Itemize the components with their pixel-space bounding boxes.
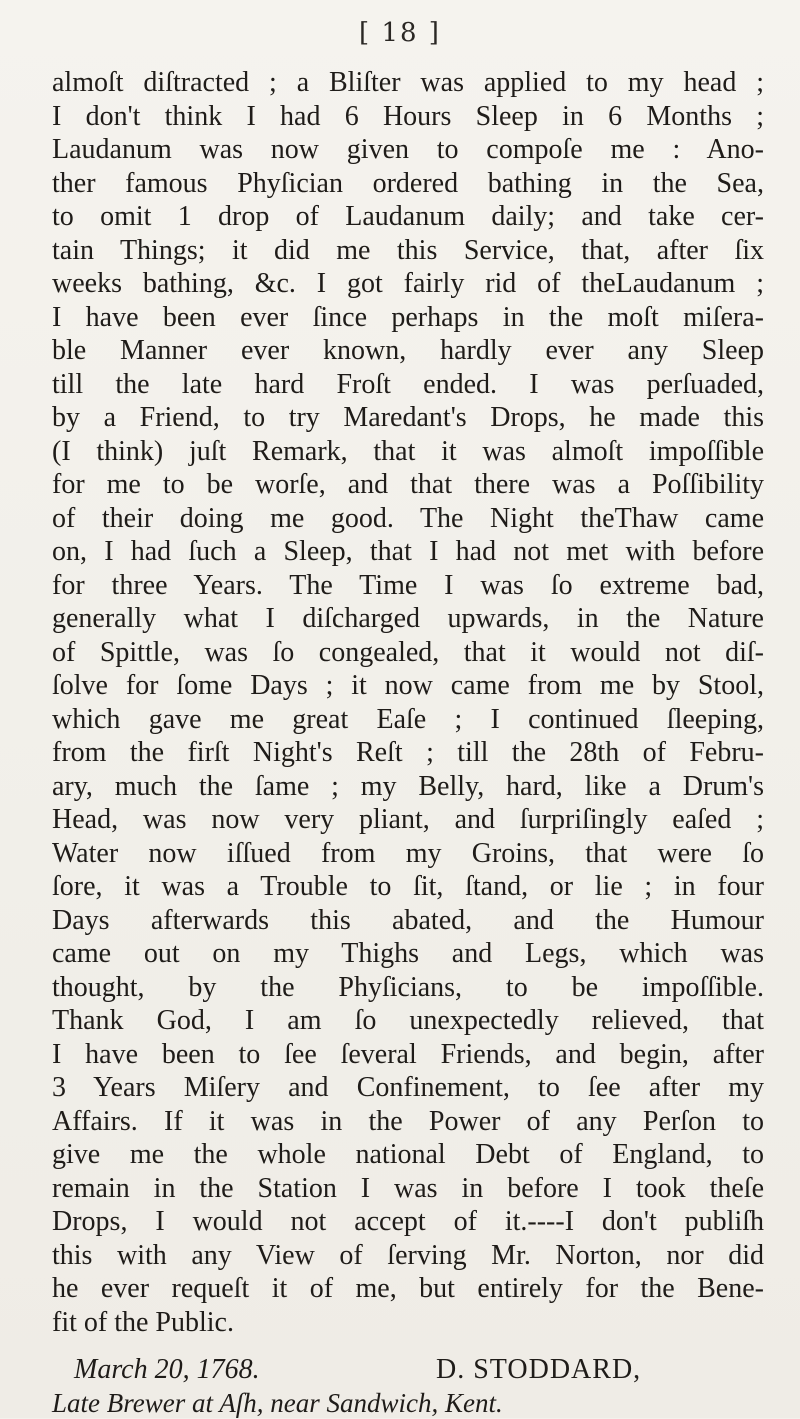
text-line: came out on my Thighs and Legs, which was: [52, 938, 764, 969]
text-line: ble Manner ever known, hardly ever any Sleep: [52, 335, 764, 366]
body-text: [52, 66, 764, 1339]
signature-row: [52, 1354, 764, 1388]
text-line: remain in the Station I was in before I took theſe: [52, 1172, 764, 1204]
text-line: Laudanum was now given to compoſe me : Ano-: [52, 134, 764, 165]
text-line: weeks bathing, &c. I got fairly rid of theLaudanum ;: [52, 268, 764, 299]
text-line: Thank God, I am ſo unexpectedly relieved, that: [52, 1005, 764, 1036]
text-line: Head, was now very pliant, and ſurpriſingly eaſed ;: [52, 804, 764, 835]
text-line: till the late hard Froſt ended. I was perſuaded,: [52, 368, 764, 400]
text-line: I have been to ſee ſeveral Friends, and begin, after: [52, 1038, 764, 1070]
text-line: Water now iſſued from my Groins, that were ſo: [52, 837, 764, 869]
text-line: from the firſt Night's Reſt ; till the 28th of Febru-: [52, 737, 764, 768]
signature-date: March 20, 1768.: [74, 1354, 260, 1385]
signature-name: D. STODDARD,: [436, 1354, 642, 1385]
text-line: ary, much the ſame ; my Belly, hard, like a Drum's: [52, 770, 764, 802]
text-line: give me the whole national Debt of England, to: [52, 1139, 764, 1170]
text-line: 3 Years Miſery and Confinement, to ſee after my: [52, 1072, 764, 1103]
text-line: Drops, I would not accept of it.----I don't publiſh: [52, 1206, 764, 1237]
text-line: fit of the Public.: [52, 1306, 234, 1338]
text-line: thought, by the Phyſicians, to be impoſſible.: [52, 971, 764, 1003]
text-line: generally what I diſcharged upwards, in the Nature: [52, 603, 764, 634]
text-line: which gave me great Eaſe ; I continued ſleeping,: [52, 703, 764, 735]
text-line: he ever requeſt it of me, but entirely for the Bene-: [52, 1273, 764, 1304]
text-line: Affairs. If it was in the Power of any Perſon to: [52, 1105, 764, 1137]
text-line: for me to be worſe, and that there was a Poſſibility: [52, 469, 764, 500]
text-line: ther famous Phyſician ordered bathing in the Sea,: [52, 167, 764, 199]
page-number: [ 18 ]: [359, 18, 441, 48]
text-line: (I think) juſt Remark, that it was almoſt impoſſible: [52, 435, 764, 467]
text-line: I have been ever ſince perhaps in the moſt miſera-: [52, 301, 764, 333]
text-line: of their doing me good. The Night theThaw came: [52, 502, 764, 534]
text-line: ſore, it was a Trouble to ſit, ſtand, or lie ; in four: [52, 871, 764, 902]
text-line: Days afterwards this abated, and the Humour: [52, 904, 764, 936]
text-line: this with any View of ſerving Mr. Norton, nor did: [52, 1239, 764, 1271]
signature-place: Late Brewer at Aſh, near Sandwich, Kent.: [52, 1388, 503, 1418]
text-line: I don't think I had 6 Hours Sleep in 6 Months ;: [52, 100, 764, 132]
text-line: by a Friend, to try Maredant's Drops, he made this: [52, 402, 764, 433]
text-line: almoſt diſtracted ; a Bliſter was applied to my head ;: [52, 67, 764, 98]
text-line: on, I had ſuch a Sleep, that I had not met with before: [52, 536, 764, 567]
text-line: ſolve for ſome Days ; it now came from me by Stool,: [52, 670, 764, 701]
text-line: to omit 1 drop of Laudanum daily; and take cer-: [52, 201, 764, 232]
text-line: tain Things; it did me this Service, that, after ſix: [52, 234, 764, 266]
text-line: for three Years. The Time I was ſo extreme bad,: [52, 569, 764, 601]
text-line: of Spittle, was ſo congealed, that it would not diſ-: [52, 636, 764, 668]
